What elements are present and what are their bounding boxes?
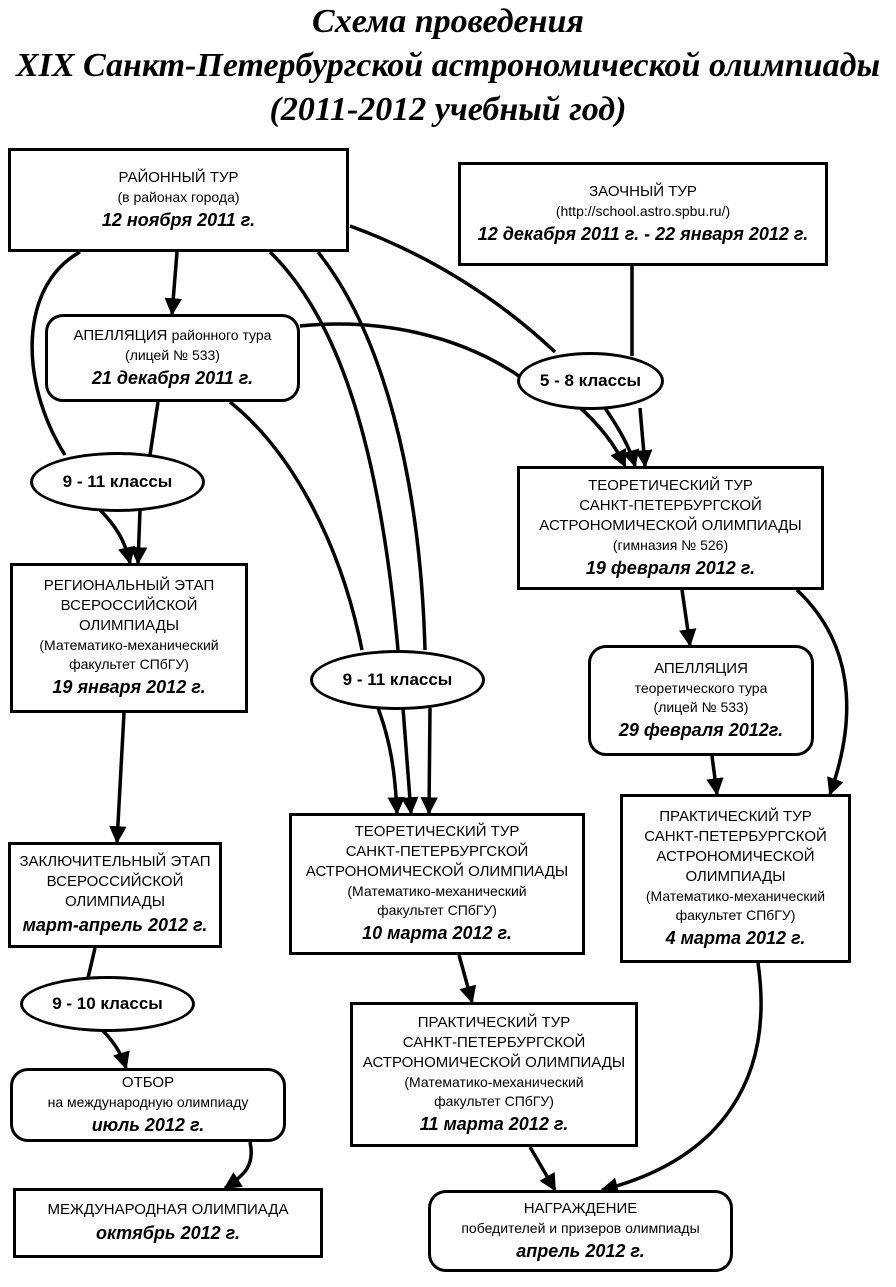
regional-stage-note1: (Математико-механический: [39, 637, 219, 653]
appeal-district-name: АПЕЛЛЯЦИЯ: [73, 326, 168, 344]
final-stage-line1: ЗАКЛЮЧИТЕЛЬНЫЙ ЭТАП: [19, 853, 211, 870]
title-line-3: (2011-2012 учебный год): [269, 91, 627, 128]
line-final-to-oval-910: [88, 948, 95, 978]
appeal-district-box: [45, 314, 300, 402]
arrow-theorymm-to-practical11: [459, 955, 472, 1002]
practical-march11-note1: (Математико-механический: [404, 1073, 584, 1090]
selection-note: на международную олимпиаду: [47, 1093, 249, 1110]
practical-march4-line3: АСТРОНОМИЧЕСКОЙ: [656, 847, 815, 865]
appeal-theory-date: 29 февраля 2012г.: [618, 719, 784, 740]
title-line-2: XIX Санкт-Петербургской астрономической олимпиады: [15, 47, 881, 84]
practical-march4-line2: САНКТ-ПЕТЕРБУРГСКОЙ: [644, 827, 827, 845]
arrow-oval-left-to-regional-a: [100, 510, 130, 563]
arrow-oval910-to-selection: [100, 1028, 126, 1068]
district-round-date: 12 ноября 2011 г.: [101, 209, 256, 230]
appeal-theory-box: [588, 645, 814, 756]
appeal-theory-line1: АПЕЛЛЯЦИЯ: [654, 659, 748, 677]
awards-line1: НАГРАЖДЕНИЕ: [523, 1199, 638, 1217]
correspondence-round-date: 12 декабря 2011 г. - 22 января 2012 г.: [477, 223, 809, 244]
practical-march4-date: 4 марта 2012 г.: [665, 927, 806, 948]
correspondence-round-box: [458, 162, 828, 266]
international-box: [13, 1188, 323, 1258]
arrow-theory526-to-appealtheory: [682, 590, 690, 645]
regional-stage-box: [10, 563, 248, 713]
practical-march11-line3: АСТРОНОМИЧЕСКОЙ ОЛИМПИАДЫ: [362, 1053, 626, 1071]
practical-round-march11-box: [350, 1002, 638, 1147]
correspondence-round-note: (http://school.astro.spbu.ru/): [555, 202, 731, 219]
theory-mm-note1: (Математико-механический: [347, 883, 527, 899]
final-stage-line3: ОЛИМПИАДЫ: [64, 893, 166, 910]
theory-mm-date: 10 марта 2012 г.: [362, 923, 512, 943]
arrow-oval-center-to-theorymm-b: [403, 708, 411, 813]
theory-round-526-note: (гимназия № 526): [612, 536, 729, 553]
selection-date: июль 2012 г.: [91, 1114, 205, 1135]
practical-march11-note2: факультет СПбГУ): [434, 1092, 554, 1109]
arrow-oval58-to-theory526-c: [640, 408, 645, 466]
appeal-district-note: (лицей № 533): [125, 346, 220, 363]
practical-march4-note2: факультет СПбГУ): [675, 906, 796, 923]
awards-box: [428, 1190, 733, 1272]
selection-line1: ОТБОР: [121, 1073, 175, 1091]
practical-round-march4-box: [620, 794, 851, 963]
international-date: октябрь 2012 г.: [96, 1223, 240, 1243]
line-appeal-to-oval-center: [230, 402, 362, 650]
theory-mm-line1: ТЕОРЕТИЧЕСКИЙ ТУР: [354, 823, 520, 840]
arrow-appealtheory-to-practical4: [712, 756, 717, 794]
arrow-district-to-appeal: [172, 252, 177, 314]
final-stage-date: март-апрель 2012 г.: [22, 915, 208, 935]
correspondence-round-name: ЗАОЧНЫЙ ТУР: [589, 182, 697, 200]
final-stage-box: [8, 842, 222, 948]
selection-box: [10, 1068, 286, 1142]
regional-stage-line1: РЕГИОНАЛЬНЫЙ ЭТАП: [43, 577, 215, 594]
appeal-theory-note1: теоретического тура: [634, 679, 768, 696]
theory-mm-note2: факультет СПбГУ): [377, 902, 497, 918]
theory-round-526-line1: ТЕОРЕТИЧЕСКИЙ ТУР: [588, 476, 753, 494]
appeal-theory-note2: (лицей № 533): [653, 698, 749, 715]
practical-march11-date: 11 марта 2012 г.: [419, 1113, 569, 1134]
arrow-oval-left-to-regional-b: [138, 510, 140, 563]
awards-note: победителей и призеров олимпиады: [461, 1219, 700, 1236]
line-appeal-to-oval-left: [150, 402, 158, 455]
international-line1: МЕЖДУНАРОДНАЯ ОЛИМПИАДА: [47, 1201, 289, 1218]
practical-march11-line1: ПРАКТИЧЕСКИЙ ТУР: [417, 1013, 571, 1031]
appeal-district-date: 21 декабря 2011 г.: [91, 367, 254, 388]
line-district-to-oval-center-a: [270, 252, 398, 650]
grades-9-11-center-oval: 9 - 11 классы: [310, 650, 485, 710]
theory-round-mm-box: [289, 813, 585, 955]
theory-round-526-date: 19 февраля 2012 г.: [585, 557, 756, 578]
theory-round-526-line3: АСТРОНОМИЧЕСКОЙ ОЛИМПИАДЫ: [539, 516, 802, 534]
arrow-regional-to-final: [117, 713, 124, 842]
practical-march11-line2: САНКТ-ПЕТЕРБУРГСКОЙ: [402, 1033, 586, 1051]
awards-date: апрель 2012 г.: [516, 1240, 645, 1261]
regional-stage-date: 19 января 2012 г.: [52, 677, 206, 697]
theory-mm-line3: АСТРОНОМИЧЕСКОЙ ОЛИМПИАДЫ: [305, 863, 569, 880]
title-line-1: Схема проведения: [312, 3, 584, 40]
practical-march4-line4: ОЛИМПИАДЫ: [685, 867, 786, 885]
arrow-oval-center-to-theorymm-a: [378, 708, 397, 813]
regional-stage-line3: ОЛИМПИАДЫ: [78, 617, 180, 634]
grades-9-10-oval: 9 - 10 классы: [20, 976, 195, 1032]
final-stage-line2: ВСЕРОССИЙСКОЙ: [46, 873, 184, 890]
arrow-practical11-to-awards: [530, 1147, 555, 1190]
arrow-selection-to-international: [225, 1142, 251, 1188]
arrow-oval-center-to-theorymm-c: [429, 708, 430, 813]
practical-march4-note1: (Математико-механический: [645, 887, 826, 904]
district-round-name: РАЙОННЫЙ ТУР: [118, 168, 239, 186]
line-district-to-oval-center-b: [318, 252, 425, 650]
district-round-note: (в районах города): [117, 188, 240, 205]
grades-9-11-left-oval: 9 - 11 классы: [30, 452, 205, 512]
regional-stage-line2: ВСЕРОССИЙСКОЙ: [60, 597, 198, 614]
district-round-box: [8, 148, 349, 252]
regional-stage-note2: факультет СПбГУ): [69, 656, 189, 672]
arrow-oval58-to-theory526-a: [577, 405, 625, 466]
theory-round-526-line2: САНКТ-ПЕТЕРБУРГСКОЙ: [579, 496, 762, 514]
grades-5-8-oval: 5 - 8 классы: [517, 352, 664, 410]
theory-round-526-box: [517, 466, 824, 590]
theory-mm-line2: САНКТ-ПЕТЕРБУРГСКОЙ: [345, 843, 529, 860]
practical-march4-line1: ПРАКТИЧЕСКИЙ ТУР: [659, 807, 812, 825]
appeal-district-name-rest: районного тура: [171, 326, 272, 343]
